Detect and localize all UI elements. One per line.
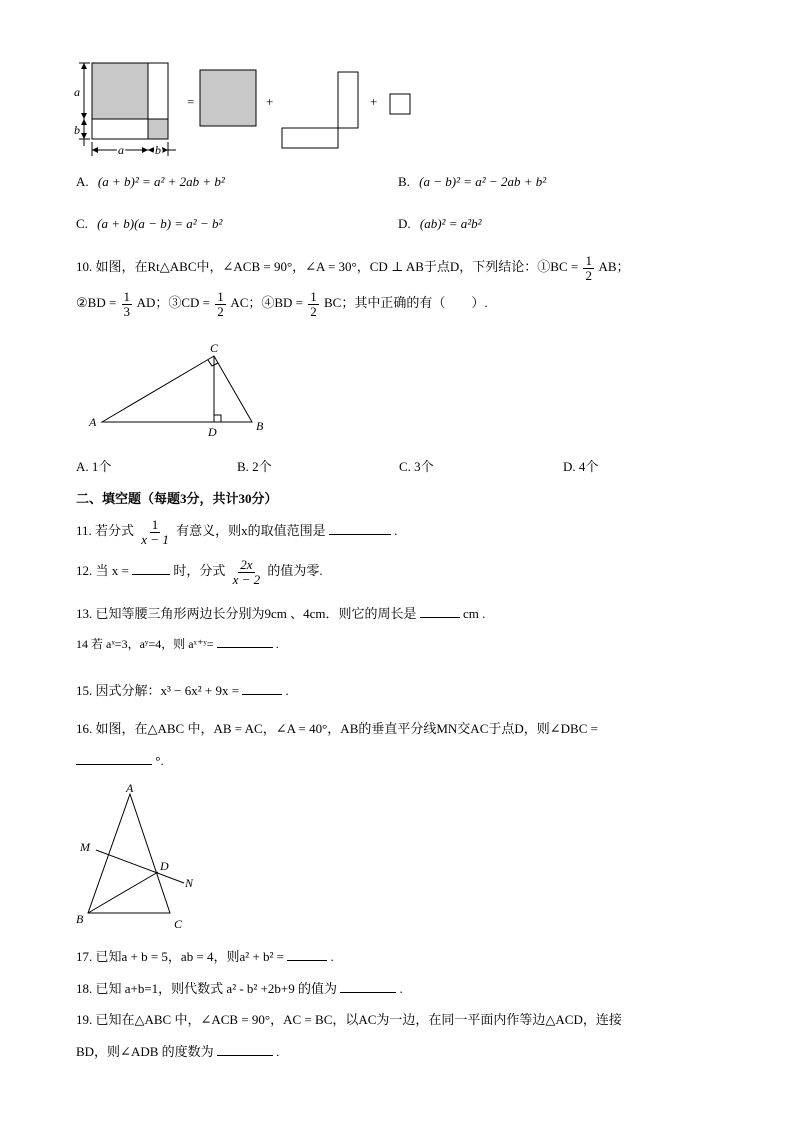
point-d-label: D xyxy=(208,425,217,439)
point-b-label: B xyxy=(256,419,264,433)
q14 xyxy=(76,637,279,651)
q10-fraction-4 xyxy=(308,290,319,318)
figure-square-decomposition xyxy=(70,56,430,160)
answer-blank[interactable] xyxy=(420,616,460,618)
fraction-denominator: x − 1 xyxy=(141,531,169,547)
q12-mid: 时，分式 xyxy=(173,563,226,579)
q10-option-a: A. 1个 xyxy=(76,459,112,474)
q15-text: 15. 因式分解：x³ − 6x² + 9x = xyxy=(76,683,240,698)
section-title: 二、填空题（每题3分，共计30分） xyxy=(76,491,278,506)
q10-text1: 10. 如图，在Rt△ABC中，∠ACB = 90°，∠A = 30°，CD ⊥ AB于点D，下列结论：①BC = xyxy=(76,259,579,275)
q16-line2 xyxy=(76,753,164,769)
q12-fraction xyxy=(231,558,263,586)
q16-line1: 16. 如图，在△ABC 中，AB = AC，∠A = 40°，AB的垂直平分线MN交AC于点D，则∠DBC = xyxy=(76,721,598,736)
q10-fraction-3 xyxy=(215,290,226,318)
fraction-numerator: 1 xyxy=(585,253,592,268)
fraction-denominator: 2 xyxy=(310,303,317,319)
q10-fraction-1 xyxy=(583,254,594,282)
fraction-denominator: 2 xyxy=(217,303,224,319)
option-text: (a + b)² = a² + 2ab + b² xyxy=(97,174,225,189)
option-label: B. xyxy=(398,174,410,189)
q11-pre: 11. 若分式 xyxy=(76,523,135,539)
point-b-label: B xyxy=(76,912,84,926)
fraction-numerator: 2x xyxy=(240,557,253,572)
q13-text: 13. 已知等腰三角形两边长分别为9cm 、4cm．则它的周长是 xyxy=(76,606,417,621)
fraction-numerator: 1 xyxy=(310,289,317,304)
q11-fraction xyxy=(139,518,171,546)
plus-sign-1: + xyxy=(266,94,274,109)
label-b-horizontal: b xyxy=(155,143,161,157)
q10-text2c: AC；④BD = xyxy=(230,295,304,311)
fraction-numerator: 1 xyxy=(217,289,224,304)
answer-blank[interactable] xyxy=(242,693,282,695)
q10-line2 xyxy=(76,290,488,318)
q16-triangle-figure xyxy=(74,780,204,932)
q16-end: °. xyxy=(155,753,164,768)
label-a-vertical: a xyxy=(74,85,80,99)
equals-sign: = xyxy=(187,94,195,109)
q11-end: . xyxy=(394,523,398,539)
label-b-vertical: b xyxy=(74,123,80,137)
q19-line2 xyxy=(76,1044,279,1060)
q18 xyxy=(76,981,403,997)
option-label: A. xyxy=(76,174,89,189)
q9-option-a xyxy=(76,174,225,190)
q13 xyxy=(76,606,485,622)
answer-blank[interactable] xyxy=(287,959,327,961)
option-label: D. xyxy=(398,216,411,231)
option-text: (ab)² = a²b² xyxy=(419,216,482,231)
q19-text2: BD，则∠ADB 的度数为 xyxy=(76,1044,214,1059)
answer-blank[interactable] xyxy=(76,763,152,765)
q10-line1 xyxy=(76,254,630,282)
fraction-denominator: 3 xyxy=(123,303,131,319)
fraction-numerator: 1 xyxy=(151,517,159,532)
label-a-horizontal: a xyxy=(118,143,124,157)
point-d-label: D xyxy=(160,859,169,873)
option-text: (a − b)² = a² − 2ab + b² xyxy=(419,174,547,189)
answer-blank[interactable] xyxy=(217,1054,273,1056)
point-c-label: C xyxy=(210,341,219,355)
q18-text: 18. 已知 a+b=1，则代数式 a² - b² +2b+9 的值为 xyxy=(76,981,337,996)
q13-end: cm . xyxy=(463,606,486,621)
q12-post: 的值为零. xyxy=(267,563,323,579)
q18-end: . xyxy=(399,981,403,996)
fraction-numerator: 1 xyxy=(123,289,131,304)
answer-blank[interactable] xyxy=(329,533,391,535)
q10-option-c: C. 3个 xyxy=(399,459,434,474)
q10-text2b: AD；③CD = xyxy=(136,295,211,311)
q12 xyxy=(76,558,323,586)
q17 xyxy=(76,949,334,965)
q17-end: . xyxy=(330,949,334,964)
q12-pre: 12. 当 x = xyxy=(76,563,129,579)
answer-blank[interactable] xyxy=(132,573,170,575)
q10-text1-end: AB； xyxy=(598,259,630,275)
q10-option-b: B. 2个 xyxy=(237,459,272,474)
q9-option-d xyxy=(398,216,482,232)
option-label: C. xyxy=(76,216,88,231)
q10-fraction-2 xyxy=(122,290,133,318)
q17-text: 17. 已知a + b = 5，ab = 4，则a² + b² = xyxy=(76,949,285,964)
q14-text: 14 若 aˣ=3，aʸ=4，则 aˣ⁺ʸ= xyxy=(76,637,214,651)
q19-line1: 19. 已知在△ABC 中，∠ACB = 90°，AC = BC，以AC为一边，在同一平面内作等边△ACD，连接 xyxy=(76,1012,622,1027)
answer-blank[interactable] xyxy=(217,646,273,648)
q15-end: . xyxy=(285,683,289,698)
q11-post: 有意义，则x的取值范围是 xyxy=(176,523,326,539)
point-a-label: A xyxy=(126,781,134,795)
q10-text2a: ②BD = xyxy=(76,295,117,311)
q19-end: . xyxy=(276,1044,280,1059)
answer-blank[interactable] xyxy=(340,991,396,993)
option-text: (a + b)(a − b) = a² − b² xyxy=(97,216,223,231)
q9-option-c xyxy=(76,216,222,232)
q9-option-b xyxy=(398,174,546,190)
q10-option-d: D. 4个 xyxy=(563,459,599,474)
q10-triangle-figure xyxy=(86,338,286,440)
point-n-label: N xyxy=(185,876,194,890)
q11 xyxy=(76,518,397,546)
q14-end: . xyxy=(275,637,279,651)
point-a-label: A xyxy=(89,415,97,429)
fraction-denominator: 2 xyxy=(585,267,592,283)
q15 xyxy=(76,683,289,699)
q10-text2d: BC；其中正确的有（ ）. xyxy=(324,295,488,311)
point-m-label: M xyxy=(80,840,90,854)
fraction-denominator: x − 2 xyxy=(232,571,261,587)
point-c-label: C xyxy=(174,917,183,931)
plus-sign-2: + xyxy=(370,94,378,109)
